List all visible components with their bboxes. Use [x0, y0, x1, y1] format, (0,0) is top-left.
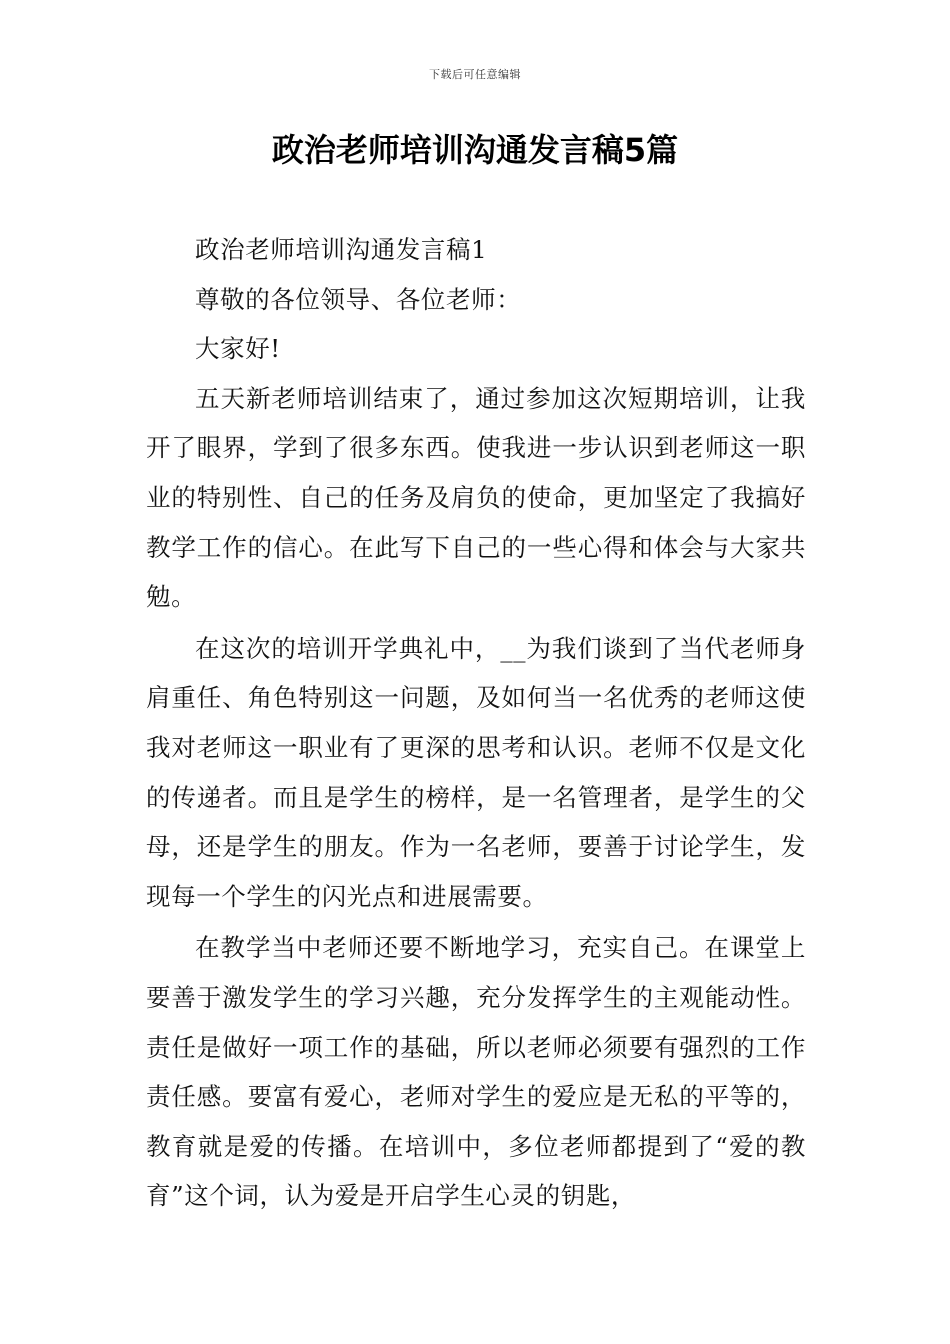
body-paragraph: 五天新老师培训结束了，通过参加这次短期培训，让我开了眼界，学到了很多东西。使我进一步认识到老师这一职业的特别性、自己的任务及肩负的使命，更加坚定了我搞好教学工作的信心。在此写下自己的一些心得和体会与大家共勉。: [146, 383, 806, 612]
salutation: 尊敬的各位领导、各位老师：: [195, 284, 522, 314]
document-title: 政治老师培训沟通发言稿5篇: [271, 131, 679, 169]
greeting: 大家好!: [195, 334, 281, 364]
document-body: [146, 225, 806, 1221]
section-heading: 政治老师培训沟通发言稿1: [195, 235, 488, 264]
body-paragraph: 在这次的培训开学典礼中，__为我们谈到了当代老师身肩重任、角色特别这一问题，及如何当一名优秀的老师这使我对老师这一职业有了更深的思考和认识。老师不仅是文化的传递者。而且是学生的榜样，是一名管理者，是学生的父母，还是学生的朋友。作为一名老师，要善于讨论学生，发现每一个学生的闪光点和进展需要。: [146, 633, 806, 911]
body-paragraph: 在教学当中老师还要不断地学习，充实自己。在课堂上要善于激发学生的学习兴趣，充分发挥学生的主观能动性。责任是做好一项工作的基础，所以老师必须要有强烈的工作责任感。要富有爱心，老师对学生的爱应是无私的平等的，教育就是爱的传播。在培训中，多位老师都提到了“爱的教育”这个词，认为爱是开启学生心灵的钥匙，: [146, 933, 806, 1211]
header-note: 下载后可任意编辑: [429, 68, 521, 81]
